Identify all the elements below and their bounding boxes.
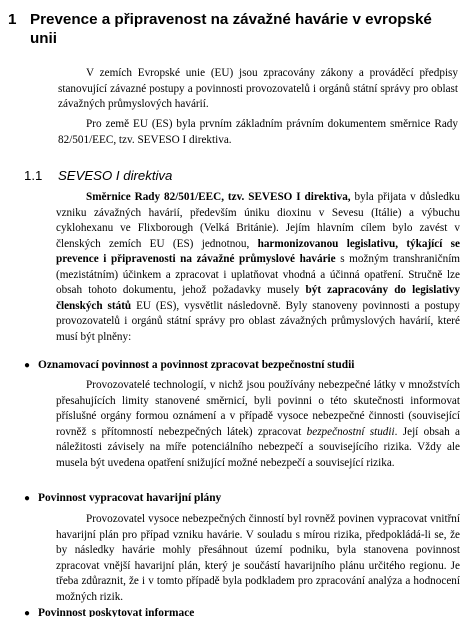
bullet-1-paragraph xyxy=(56,378,460,471)
intro-paragraph-1: V zemích Evropské unie (EU) jsou zpracovány zákony a prováděcí předpisy stanovující závazné postupy a povinnosti provozovatelů i orgánů státní správy pro oblast závažných průmyslových havárií. xyxy=(58,67,458,110)
bullet-item-emergency-plans xyxy=(24,491,221,506)
bullet-title: Oznamovací povinnost a povinnost zpracovat bezpečnostní studii xyxy=(38,359,355,371)
intro-paragraph-2: Pro země EU (ES) byla prvním základním právním dokumentem směrnice Rady 82/501/EEC, tzv. SEVESO I direktiva. xyxy=(58,118,458,146)
bullet-marker: ● xyxy=(24,360,31,371)
paragraph-text-part: Provozovatelé technologií, v nichž jsou používány nebezpečné látky v množstvích přesahujících limity stanovené směrnicí, byli povinni o této skutečnosti informovat příslušné orgány formou oznámení a v případě vysoce nebezpečné činnosti (související rovněž s přítomností nebezpečných látek) zpracovat xyxy=(56,379,460,438)
paragraph-text-part: byla přijata v důsledku vzniku závažných havárií, především úniku dioxinu v Sevesu (Itálie) a výbuchu cyklohexanu ve Flixborough (Velká Británie). Jejím hlavním cílem bylo zavést v členských zemích EU (ES) jednotnou, xyxy=(56,191,460,250)
paragraph-text-part: EU (ES), vysvětlit následovně. Byly stanoveny povinnosti a postupy provozovatelů i orgánů státní správy pro oblast závažných průmyslových havárií, které musí být plněny: xyxy=(56,299,460,343)
chapter-title-line1: Prevence a připravenost na závažné havárie v evropské xyxy=(30,11,432,28)
chapter-heading xyxy=(8,10,460,48)
directive-name-bold: Směrnice Rady 82/501/EEC, tzv. SEVESO I direktiva, xyxy=(86,191,351,203)
bullet-marker: ● xyxy=(24,608,31,617)
section-number: 1.1 xyxy=(24,168,43,183)
paragraph-text-part: s možným transhraničním (mezistátním) účinkem a zpracovat i uplatňovat vhodná a účinná opatření. Stručně lze obsah tohoto dokumentu, jehož požadavky musely xyxy=(56,253,461,296)
section-heading xyxy=(24,168,172,184)
chapter-number: 1 xyxy=(8,11,17,28)
section-title: SEVESO I direktiva xyxy=(58,168,173,183)
section-paragraph xyxy=(56,190,460,345)
chapter-title-line2: unii xyxy=(30,30,57,47)
bullet-item-information xyxy=(24,606,194,617)
safety-study-italic: bezpečnostní studii xyxy=(306,425,395,438)
bullet-marker: ● xyxy=(24,493,31,504)
bullet-2-paragraph: Provozovatel vysoce nebezpečných činností byl rovněž povinen vypracovat vnitřní havarijní plán pro případ vzniku havárie. V souladu s mírou rizika, předpokládá-li se, že by následky havárie mohly přesáhnout území podniku, byla stanovena povinnost zpracovat vnější havarijní plán, který je součástí havarijního plánu určitého regionu. Je třeba zdůraznit, že i v tomto případě byla podkladem pro zpracování analýza a hodnocení možných rizik. xyxy=(56,513,460,603)
paragraph-text-part: . Její obsah a náležitosti závisely na míře potenciálního nebezpečí a souvisejícího rizika. Vždy ale musela být uvedena opatření snižující možné nebezpečí a související rizika. xyxy=(56,425,460,469)
implementation-bold: být zapracovány do legislativy členských států xyxy=(56,284,460,312)
bullet-item-notification xyxy=(24,358,354,373)
harmonized-legislation-bold: harmonizovanou legislativu, týkající se prevence i připravenosti na závažné průmyslové havárie xyxy=(56,237,460,265)
bullet-title: Povinnost vypracovat havarijní plány xyxy=(38,492,222,504)
bullet-title: Povinnost poskytovat informace xyxy=(38,607,195,617)
